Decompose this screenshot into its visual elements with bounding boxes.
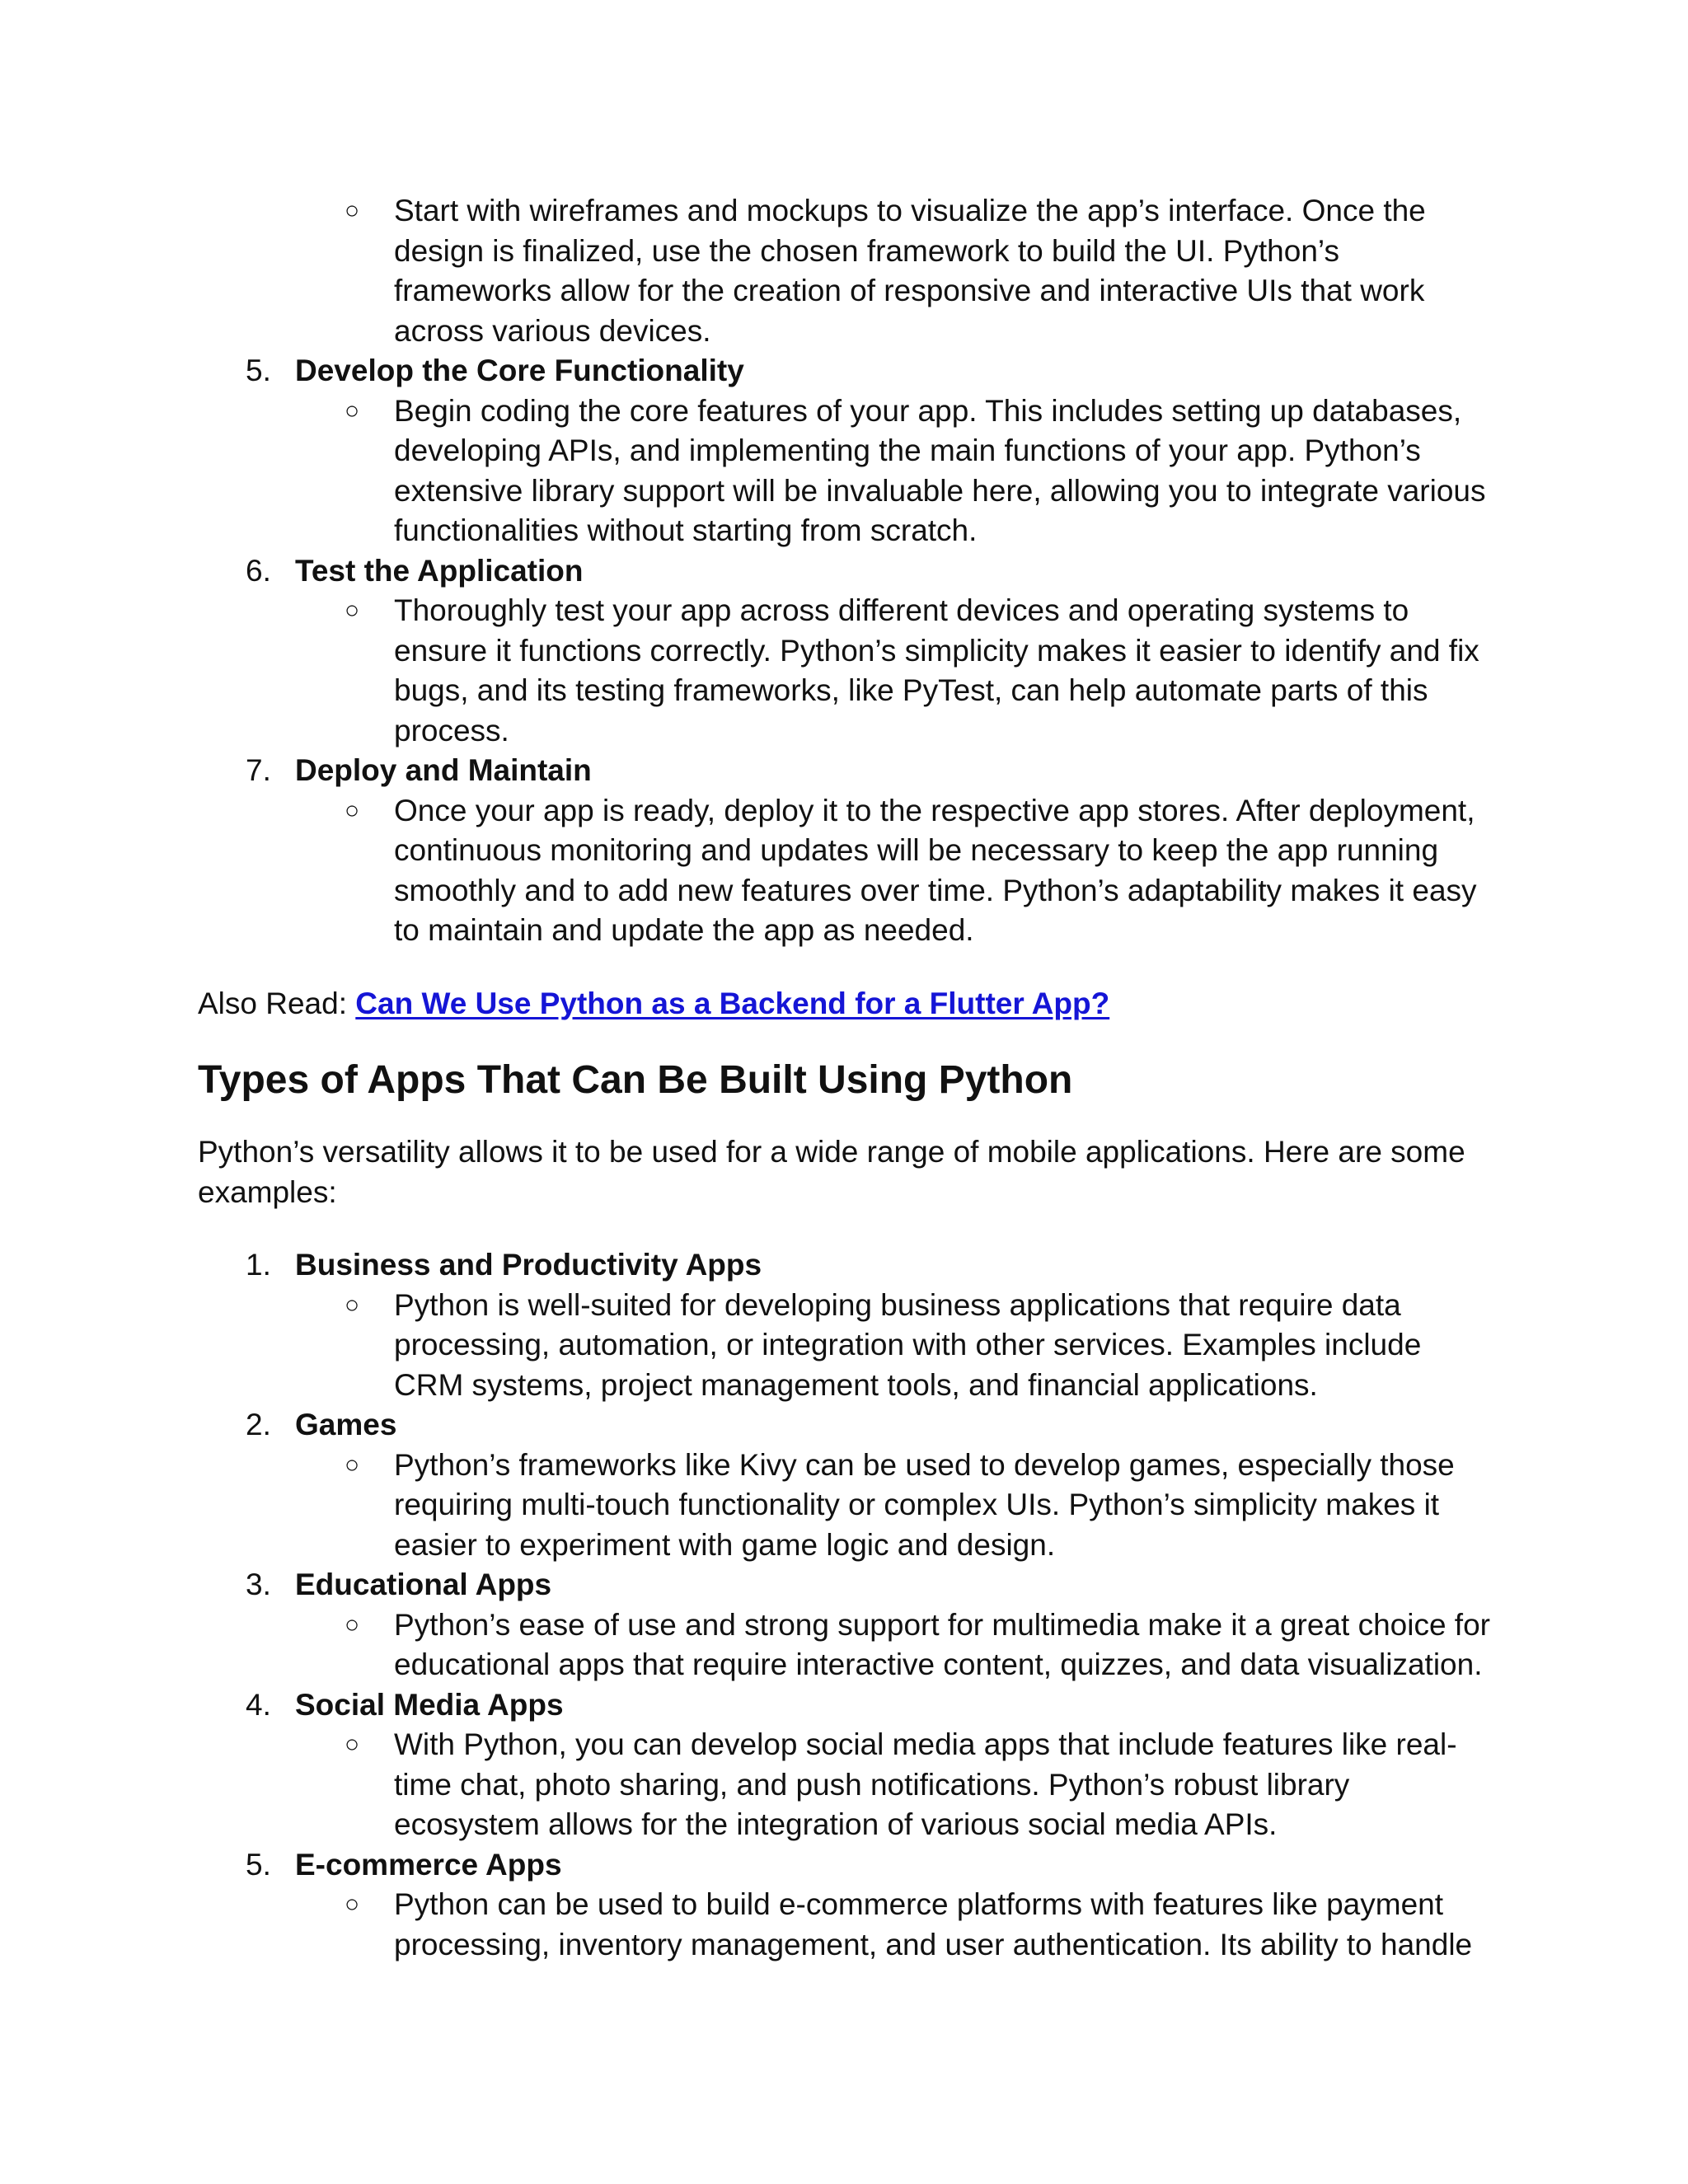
item-number: 1. — [246, 1248, 271, 1282]
item-number: 4. — [246, 1687, 271, 1722]
item-number: 3. — [246, 1568, 271, 1601]
item-number: 5. — [246, 354, 271, 387]
sub-item-text — [394, 791, 1498, 951]
text-line: bugs, and its testing frameworks, like PyTest, can help automate parts of this — [394, 673, 1428, 707]
text-line: educational apps that require interactive content, quizzes, and data visualization. — [394, 1647, 1483, 1681]
item-title: Business and Productivity Apps — [295, 1248, 762, 1282]
list-item — [198, 551, 1517, 752]
list-sub-item — [198, 1446, 1517, 1566]
sub-item-text — [394, 1885, 1498, 1965]
item-title: Educational Apps — [295, 1568, 552, 1601]
hollow-bullet-icon: ○ — [345, 1451, 360, 1479]
item-number: 5. — [246, 1847, 271, 1882]
sub-item-text — [394, 1286, 1498, 1406]
item-title: Social Media Apps — [295, 1687, 564, 1722]
text-line: With Python, you can develop social media apps that include features like real- — [394, 1727, 1457, 1761]
text-line: developing APIs, and implementing the main functions of your app. Python’s — [394, 434, 1421, 467]
app-types-list — [198, 1245, 1517, 1965]
text-line: Start with wireframes and mockups to visualize the app’s interface. Once the — [394, 194, 1426, 227]
text-line: Python can be used to build e-commerce platforms with features like payment — [394, 1887, 1444, 1921]
list-item — [198, 1845, 1517, 1966]
list-item — [198, 1405, 1517, 1565]
list-sub-item — [198, 1286, 1517, 1406]
text-line: continuous monitoring and updates will be necessary to keep the app running — [394, 833, 1439, 867]
item-title: E-commerce Apps — [295, 1847, 562, 1882]
text-line: CRM systems, project management tools, and financial applications. — [394, 1367, 1318, 1402]
text-line: ensure it functions correctly. Python’s simplicity makes it easier to identify and fix — [394, 633, 1479, 668]
sub-item-text — [394, 1725, 1498, 1845]
hollow-bullet-icon: ○ — [345, 796, 360, 824]
sub-item-text — [394, 1446, 1498, 1566]
sub-item-text — [394, 191, 1498, 351]
text-line: Thoroughly test your app across different devices and operating systems to — [394, 593, 1409, 627]
text-line: Python’s versatility allows it to be used for a wide range of mobile applications. Here are some — [198, 1135, 1465, 1169]
text-line: frameworks allow for the creation of responsive and interactive UIs that work — [394, 274, 1425, 307]
list-sub-item — [198, 591, 1517, 751]
item-title: Test the Application — [295, 553, 584, 588]
text-line: ecosystem allows for the integration of various social media APIs. — [394, 1807, 1278, 1841]
text-line: extensive library support will be invaluable here, allowing you to integrate various — [394, 473, 1486, 508]
document-body — [198, 191, 1517, 1965]
text-line: across various devices. — [394, 313, 711, 348]
intro-paragraph — [198, 1132, 1517, 1212]
list-sub-item — [198, 191, 1517, 351]
text-line: Python’s frameworks like Kivy can be used to develop games, especially those — [394, 1447, 1455, 1482]
list-item — [198, 1245, 1517, 1405]
list-sub-item — [198, 391, 1517, 551]
hollow-bullet-icon: ○ — [345, 597, 360, 624]
item-number: 2. — [246, 1408, 271, 1441]
text-line: easier to experiment with game logic and design. — [394, 1527, 1056, 1562]
text-line: smoothly and to add new features over time. Python’s adaptability makes it easy — [394, 873, 1477, 907]
list-item — [198, 351, 1517, 551]
text-line: Python’s ease of use and strong support for multimedia make it a great choice for — [394, 1607, 1490, 1642]
item-number: 6. — [246, 553, 271, 588]
list-sub-item — [198, 791, 1517, 951]
hollow-bullet-icon: ○ — [345, 396, 360, 424]
text-line: Python is well-suited for developing business applications that require data — [394, 1287, 1401, 1322]
item-number: 7. — [246, 753, 271, 787]
text-line: processing, automation, or integration with other services. Examples include — [394, 1328, 1422, 1361]
also-read — [198, 984, 1517, 1024]
text-line: to maintain and update the app as needed. — [394, 913, 974, 947]
item-title: Games — [295, 1408, 397, 1441]
list-item — [198, 1565, 1517, 1685]
hollow-bullet-icon: ○ — [345, 1610, 360, 1638]
text-line: design is finalized, use the chosen framework to build the UI. Python’s — [394, 233, 1339, 268]
text-line: Begin coding the core features of your app. This includes setting up databases, — [394, 393, 1462, 428]
list-item — [198, 751, 1517, 951]
list-sub-item — [198, 1605, 1517, 1685]
text-line: time chat, photo sharing, and push notifications. Python’s robust library — [394, 1767, 1350, 1802]
sub-item-text — [394, 591, 1498, 751]
item-title: Develop the Core Functionality — [295, 354, 744, 387]
section-heading: Types of Apps That Can Be Built Using Python — [198, 1058, 1073, 1102]
text-line: processing, inventory management, and user authentication. Its ability to handle — [394, 1927, 1473, 1961]
hollow-bullet-icon: ○ — [345, 1731, 360, 1758]
steps-list — [198, 191, 1517, 951]
list-sub-item — [198, 1725, 1517, 1845]
also-read-prefix: Also Read: — [198, 986, 356, 1020]
hollow-bullet-icon: ○ — [345, 197, 360, 224]
hollow-bullet-icon: ○ — [345, 1291, 360, 1319]
text-line: process. — [394, 713, 509, 748]
item-title: Deploy and Maintain — [295, 753, 592, 787]
also-read-link[interactable]: Can We Use Python as a Backend for a Flutter App? — [355, 986, 1110, 1020]
list-item — [198, 1685, 1517, 1845]
text-line: examples: — [198, 1174, 337, 1209]
sub-item-text — [394, 391, 1498, 551]
text-line: requiring multi-touch functionality or complex UIs. Python’s simplicity makes it — [394, 1488, 1440, 1521]
text-line: Once your app is ready, deploy it to the respective app stores. After deployment, — [394, 793, 1475, 827]
list-sub-item — [198, 1885, 1517, 1965]
sub-item-text — [394, 1605, 1498, 1685]
text-line: functionalities without starting from scratch. — [394, 513, 978, 547]
hollow-bullet-icon: ○ — [345, 1891, 360, 1918]
